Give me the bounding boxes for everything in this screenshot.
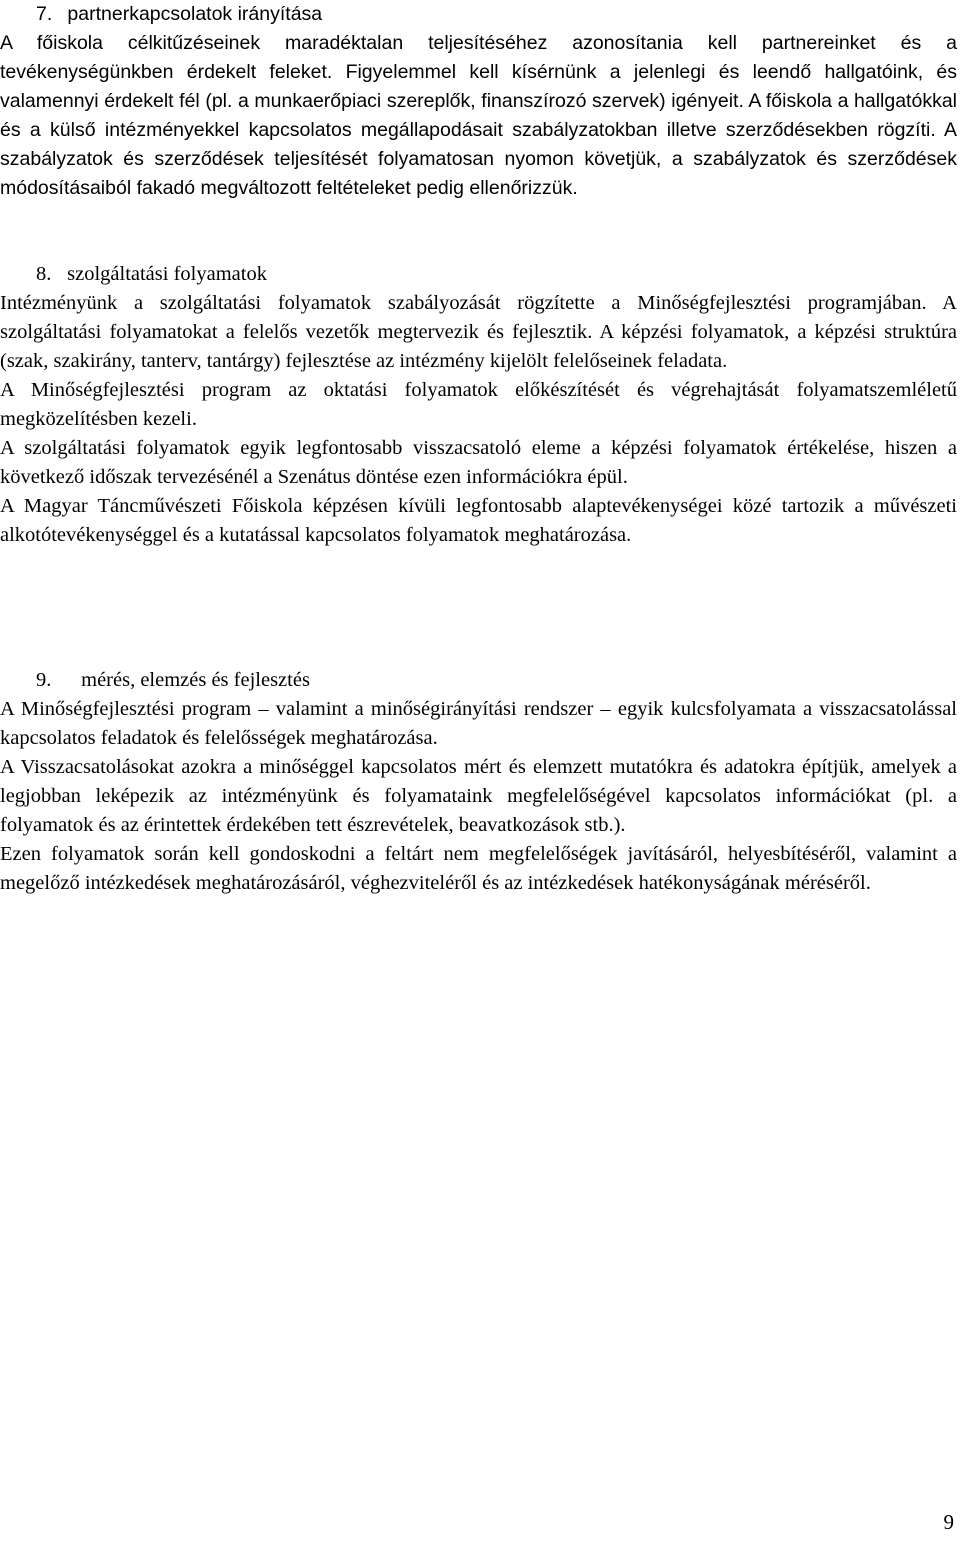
section-title: mérés, elemzés és fejlesztés [81,669,310,691]
section-8 [0,260,957,550]
paragraph: Intézményünk a szolgáltatási folyamatok szabályozását rögzítette a Minőségfejlesztési programjában. A szolgáltatási folyamatokat a felelős vezetők megtervezik és fejlesztik. A képzési folyamatok, a képzési struktúra (szak, szakirány, tanterv, tantárgy) fejlesztése az intézmény kijelölt felelőseinek feladata. [0,292,957,372]
section-number: 7. [36,3,53,25]
section-title: partnerkapcsolatok irányítása [67,3,323,25]
paragraph: A Minőségfejlesztési program – valamint a minőségirányítási rendszer – egyik kulcsfolyamata a visszacsatolással kapcsolatos feladatok és felelősségek meghatározása. [0,698,957,749]
section-9 [0,666,957,898]
section-title: szolgáltatási folyamatok [67,263,267,285]
section-heading [0,666,957,695]
paragraph: Ezen folyamatok során kell gondoskodni a feltárt nem megfelelőségek javításáról, helyesbítéséről, valamint a megelőző intézkedések meghatározásáról, véghezviteléről és az intézkedések hatékonyságának méréséről. [0,843,957,894]
paragraph: A Magyar Táncművészeti Főiskola képzésen kívüli legfontosabb alaptevékenységei közé tartozik a művészeti alkotótevékenységgel és a kutatással kapcsolatos folyamatok meghatározása. [0,495,957,546]
page-number: 9 [943,1510,954,1534]
paragraph: A főiskola célkitűzéseinek maradéktalan teljesítéséhez azonosítania kell partnereinket és a tevékenységünkben érdekelt feleket. Figyelemmel kell kísérnünk a jelenlegi és leendő hallgatóink, és valamennyi érdekelt fél (pl. a munkaerőpiaci szereplők, finanszírozó szervek) igényeit. A főiskola a hallgatókkal és a külső intézményekkel kapcsolatos megállapodásait szabályzatokban illetve szerződésekben rögzíti. A szabályzatok és szerződések teljesítését folyamatosan nyomon követjük, a szabályzatok és szerződések módosításaiból fakadó megváltozott feltételeket pedig ellenőrizzük. [0,32,957,199]
section-heading [0,0,957,29]
paragraph: A szolgáltatási folyamatok egyik legfontosabb visszacsatoló eleme a képzési folyamatok értékelése, hiszen a következő időszak tervezésénél a Szenátus döntése ezen információkra épül. [0,437,957,488]
section-7 [0,0,957,203]
section-number: 8. [36,263,52,285]
section-number: 9. [36,669,52,691]
paragraph: A Minőségfejlesztési program az oktatási folyamatok előkészítését és végrehajtását folyamatszemléletű megközelítésben kezeli. [0,379,957,430]
paragraph: A Visszacsatolásokat azokra a minőséggel kapcsolatos mért és elemzett mutatókra és adatokra építjük, amelyek a legjobban leképezik az intézményünk és folyamataink megfelelőségével kapcsolatos információkat (pl. a folyamatok és az érintettek érdekében tett észrevételek, beavatkozások stb.). [0,756,957,836]
section-heading [0,260,957,289]
